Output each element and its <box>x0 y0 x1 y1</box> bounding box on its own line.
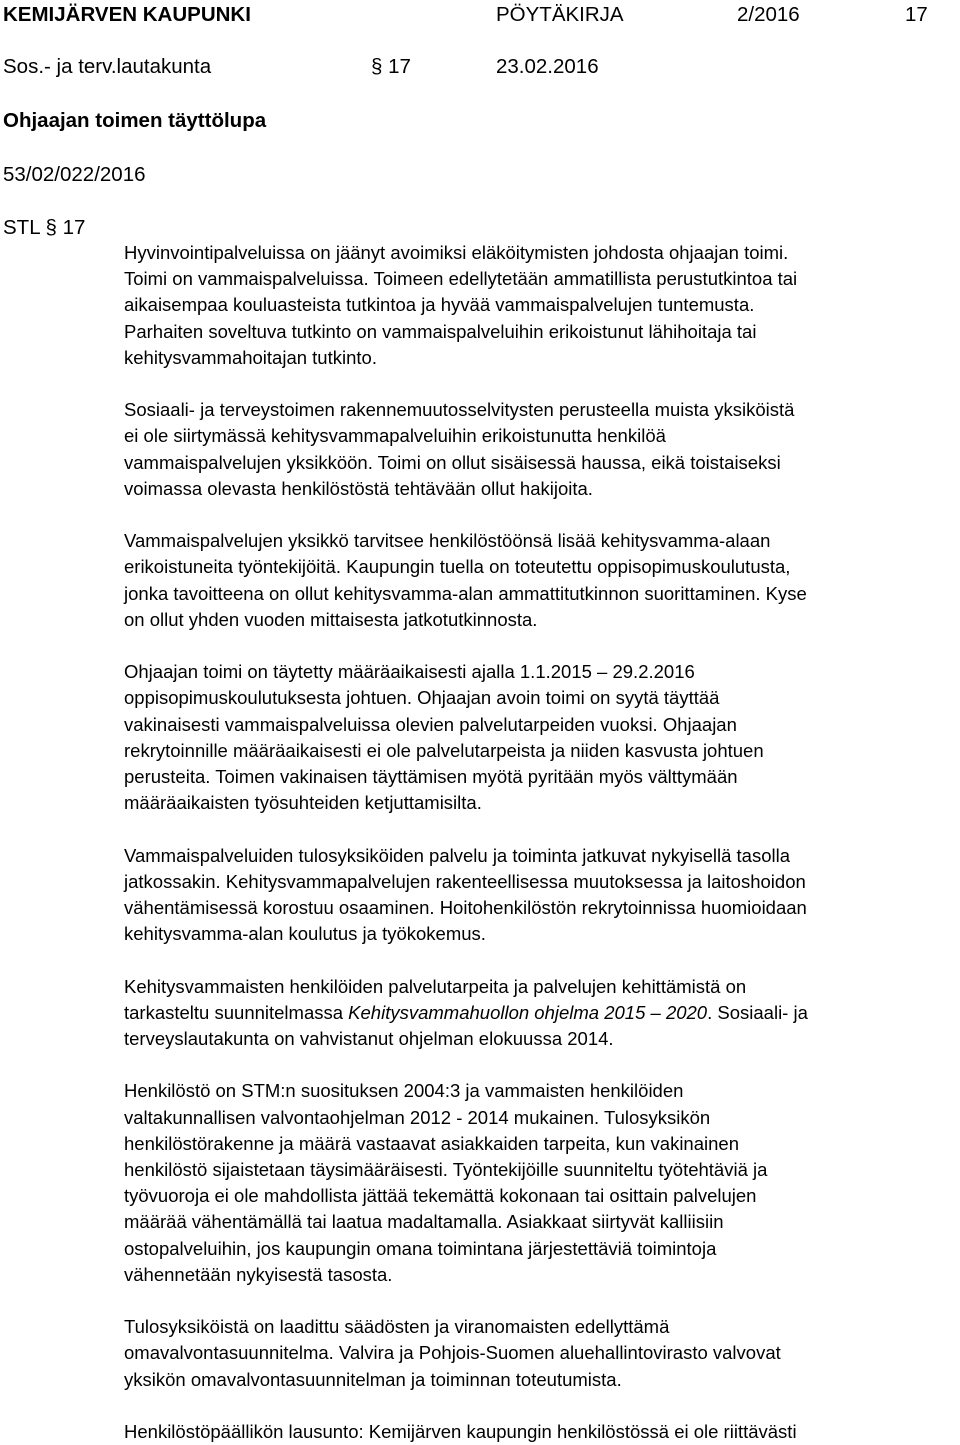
text-line: tarkasteltu suunnitelmassa Kehitysvammahuollon ohjelma 2015 – 2020. Sosiaali- ja <box>124 1001 808 1023</box>
paragraph <box>124 974 954 1053</box>
text-line: Tulosyksiköistä on laadittu säädösten ja viranomaisten edellyttämä <box>124 1316 670 1338</box>
text-line: Vammaispalveluiden tulosyksiköiden palvelu ja toiminta jatkuvat nykyisellä tasolla <box>124 844 790 866</box>
doc-type: PÖYTÄKIRJA <box>496 3 624 26</box>
text-line: on ollut yhden vuoden mittaisesta jatkotutkinnosta. <box>124 608 538 630</box>
doc-number: 2/2016 <box>737 3 800 26</box>
text-line: Ohjaajan toimi on täytetty määräaikaisesti ajalla 1.1.2015 – 29.2.2016 <box>124 661 695 683</box>
text-line: Henkilöstöpäällikön lausunto: Kemijärven kaupungin henkilöstössä ei ole riittävästi <box>124 1421 797 1443</box>
text-line: Parhaiten soveltuva tutkinto on vammaispalveluihin erikoistunut lähihoitaja tai <box>124 320 757 342</box>
text-line: Hyvinvointipalveluissa on jäänyt avoimiksi eläköitymisten johdosta ohjaajan toimi. <box>124 242 789 263</box>
paragraph <box>124 397 954 502</box>
text-line: ei ole siirtymässä kehitysvammapalveluihin erikoistunutta henkilöä <box>124 425 666 447</box>
text-line: kehitysvammahoitajan tutkinto. <box>124 346 377 368</box>
org-name: KEMIJÄRVEN KAUPUNKI <box>3 3 251 26</box>
paragraph <box>124 528 954 633</box>
paragraph <box>124 1078 954 1288</box>
italic-title: Kehitysvammahuollon ohjelma 2015 – 2020 <box>348 1001 708 1023</box>
committee-name: Sos.- ja terv.lautakunta <box>3 55 212 78</box>
text-line: työvuoroja ei ole mahdollista jättää tekemättä kokonaan tai osittain palvelujen <box>124 1185 757 1207</box>
text-line: vammaispalvelujen yksikköön. Toimi on ollut sisäisessä haussa, eikä toistaiseksi <box>124 451 781 473</box>
text-line: henkilöstörakenne ja määrä vastaavat asiakkaiden tarpeita, kun vakinainen <box>124 1132 739 1154</box>
text-line: Henkilöstö on STM:n suosituksen 2004:3 ja vammaisten henkilöiden <box>124 1080 684 1102</box>
page-number: 17 <box>905 3 928 26</box>
text-line: määrää vähentämällä tai laatua madaltamalla. Asiakkaat siirtyvät kalliisiin <box>124 1211 724 1233</box>
text-line: Kehitysvammaisten henkilöiden palvelutarpeita ja palvelujen kehittämistä on <box>124 975 747 997</box>
text-line: omavalvontasuunnitelma. Valvira ja Pohjois-Suomen aluehallintovirasto valvovat <box>124 1342 781 1364</box>
reference-number: 53/02/022/2016 <box>3 163 146 186</box>
text-line: henkilöstö sijaistetaan täysimääräisesti. Työntekijöille suunniteltu työtehtäviä ja <box>124 1159 768 1181</box>
paragraph <box>124 1419 954 1445</box>
text-line: voimassa olevasta henkilöstöstä tehtävään ollut hakijoita. <box>124 477 593 499</box>
stl-section: STL § 17 <box>3 216 86 239</box>
text-line: Sosiaali- ja terveystoimen rakennemuutosselvitysten perusteella muista yksiköistä <box>124 399 795 421</box>
text-line: perusteita. Toimen vakinaisen täyttämisen myötä pyritään myös välttymään <box>124 766 738 788</box>
text-line: määräaikaisten työsuhteiden ketjuttamisilta. <box>124 792 482 814</box>
text-line: vähentämisessä korostuu osaaminen. Hoitohenkilöstön rekrytoinnissa huomioidaan <box>124 897 807 919</box>
text-line: valtakunnallisen valvontaohjelman 2012 - 2014 mukainen. Tulosyksikön <box>124 1106 711 1128</box>
paragraph <box>124 659 954 816</box>
text-line: kehitysvamma-alan koulutus ja työkokemus. <box>124 923 486 945</box>
text-line: erikoistuneita työntekijöitä. Kaupungin tuella on toteutettu oppisopimuskoulutusta, <box>124 556 791 578</box>
text-line: aikaisempaa kouluasteista tutkintoa ja hyvää vammaispalvelujen tuntemusta. <box>124 294 755 316</box>
section-number: § 17 <box>371 55 411 78</box>
text-line: vakinaisesti vammaispalveluissa olevien palvelutarpeiden vuoksi. Ohjaajan <box>124 713 737 735</box>
paragraph <box>124 240 954 371</box>
paragraph <box>124 843 954 948</box>
meeting-date: 23.02.2016 <box>496 55 599 78</box>
paragraph <box>124 1314 954 1393</box>
text-line: rekrytoinnille määräaikaisesti ei ole palvelutarpeista ja niiden kasvusta johtuen <box>124 739 764 761</box>
text-line: vähennetään nykyisestä tasosta. <box>124 1263 393 1285</box>
document-body <box>124 240 954 1445</box>
page-title: Ohjaajan toimen täyttölupa <box>3 109 267 132</box>
text-line: yksikön omavalvontasuunnitelman ja toiminnan toteutumista. <box>124 1368 622 1390</box>
text-line: Toimi on vammaispalveluissa. Toimeen edellytetään ammatillista perustutkintoa tai <box>124 268 798 290</box>
text-line: jatkossakin. Kehitysvammapalvelujen rakenteellisessa muutoksessa ja laitoshoidon <box>124 870 806 892</box>
text-line: oppisopimuskoulutuksesta johtuen. Ohjaajan avoin toimi on syytä täyttää <box>124 687 720 709</box>
text-line: terveyslautakunta on vahvistanut ohjelman elokuussa 2014. <box>124 1028 614 1050</box>
text-line: jonka tavoitteena on ollut kehitysvamma-alan ammattitutkinnon suorittaminen. Kyse <box>124 582 807 604</box>
text-line: ostopalveluihin, jos kaupungin omana toimintana järjestettäviä toimintoja <box>124 1237 717 1259</box>
text-line: Vammaispalvelujen yksikkö tarvitsee henkilöstöönsä lisää kehitysvamma-alaan <box>124 530 771 552</box>
